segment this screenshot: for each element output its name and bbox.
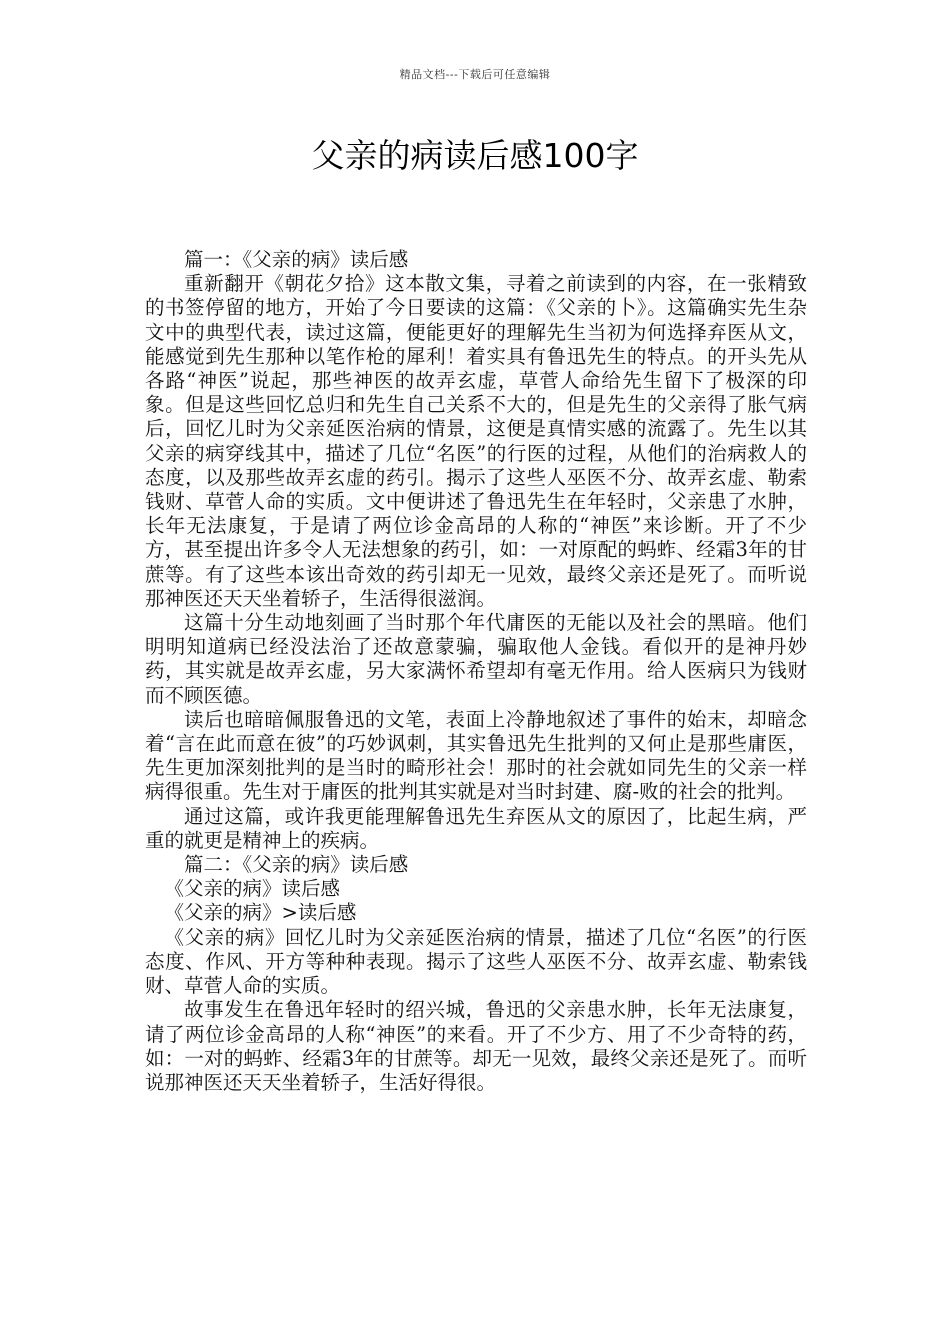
document-body (145, 248, 807, 1095)
paragraph: 读后也暗暗佩服鲁迅的文笔，表面上冷静地叙述了事件的始末，却暗念着“言在此而意在彼”的巧妙讽刺，其实鲁迅先生批判的又何止是那些庸医，先生更加深刻批判的是当时的畸形社会！那时的社会就如同先生的父亲一样病得很重。先生对于庸医的批判其实就是对当时封建、腐-败的社会的批判。 (145, 707, 807, 804)
document-title: 父亲的病读后感100字 (311, 136, 639, 175)
paragraph: 《父亲的病》读后感 (164, 877, 341, 901)
paragraph: 通过这篇，或许我更能理解鲁迅先生弃医从文的原因了，比起生病，严重的就更是精神上的疾病。 (145, 804, 807, 852)
header-note: 精品文档---下载后可任意编辑 (399, 68, 551, 81)
paragraph: 《父亲的病》回忆儿时为父亲延医治病的情景，描述了几位“名医”的行医态度、作风、开方等种种表现。揭示了这些人巫医不分、故弄玄虚、勒索钱财、草菅人命的实质。 (145, 925, 807, 998)
paragraph: 重新翻开《朝花夕拾》这本散文集，寻着之前读到的内容，在一张精致的书签停留的地方，开始了今日要读的这篇：《父亲的卜》。这篇确实先生杂文中的典型代表，读过这篇，便能更好的理解先生当初为何选择弃医从文，能感觉到先生那种以笔作枪的犀利！着实具有鲁迅先生的特点。的开头先从各路“神医”说起，那些神医的故弄玄虚，草菅人命给先生留下了极深的印象。但是这些回忆总归和先生自己关系不大的，但是先生的父亲得了胀气病后，回忆儿时为父亲延医治病的情景，这便是真情实感的流露了。先生以其父亲的病穿线其中，描述了几位“名医”的行医的过程，从他们的治病救人的态度，以及那些故弄玄虚的药引。揭示了这些人巫医不分、故弄玄虚、勒索钱财、草菅人命的实质。文中便讲述了鲁迅先生在年轻时，父亲患了水肿，长年无法康复，于是请了两位诊金高昂的人称的“神医”来诊断。开了不少方，甚至提出许多令人无法想象的药引，如：一对原配的蚂蚱、经霜3年的甘蔗等。有了这些本该出奇效的药引却无一见效，最终父亲还是死了。而听说那神医还天天坐着轿子，生活得很滋润。 (145, 272, 807, 610)
section-heading: 篇二：《父亲的病》读后感 (184, 853, 409, 877)
section-heading: 篇一：《父亲的病》读后感 (184, 248, 409, 271)
paragraph: 《父亲的病》>读后感 (164, 901, 357, 925)
paragraph: 故事发生在鲁迅年轻时的绍兴城，鲁迅的父亲患水肿，长年无法康复，请了两位诊金高昂的人称“神医”的来看。开了不少方、用了不少奇特的药，如：一对的蚂蚱、经霜3年的甘蔗等。却无一见效，最终父亲还是死了。而听说那神医还天天坐着轿子，生活好得很。 (145, 998, 807, 1094)
paragraph: 这篇十分生动地刻画了当时那个年代庸医的无能以及社会的黑暗。他们明明知道病已经没法治了还故意蒙骗，骗取他人金钱。看似开的是神丹妙药，其实就是故弄玄虚，另大家满怀希望却有毫无作用。给人医病只为钱财而不顾医德。 (145, 611, 807, 707)
